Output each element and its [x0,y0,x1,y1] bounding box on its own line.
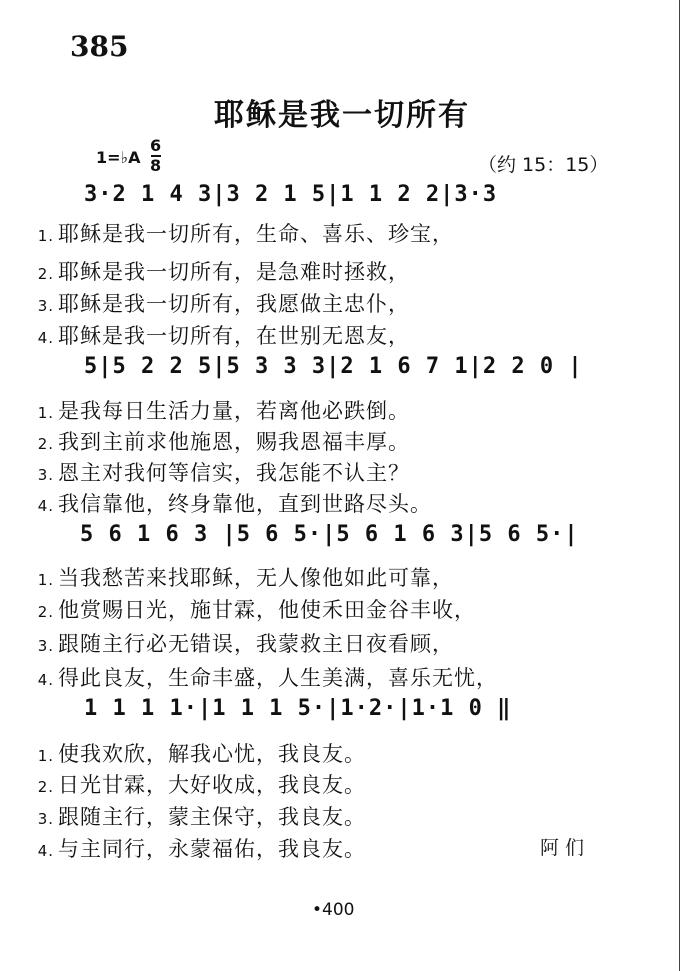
lyric-line [28,769,366,799]
lyric-line [28,320,410,350]
verse-number: 3. [37,466,54,484]
verse-number: 3. [37,637,54,655]
lyric-text: 与主同行，永蒙福佑，我良友。 [58,837,366,861]
lyric-text: 是我每日生活力量，若离他必跌倒。 [58,399,410,423]
lyric-text: 我到主前求他施恩，赐我恩福丰厚。 [58,430,410,454]
verse-number: 2. [37,778,54,796]
lyric-line [28,457,410,487]
lyric-line [28,562,454,592]
notation-line-1: 3·2 1 4 3|3 2 1 5|1 1 2 2|3·3 [84,182,498,207]
verse-number: 1. [37,227,54,245]
lyric-text: 日光甘霖，大好收成，我良友。 [58,773,366,797]
hymn-title: 耶稣是我一切所有 [214,98,470,133]
lyric-line [28,833,366,863]
amen-text: 阿们 [540,837,591,859]
lyric-line [28,628,454,658]
verse-number: 1. [37,571,54,589]
lyric-text: 跟随主行，蒙主保守，我良友。 [58,805,366,829]
page-number: •400 [312,900,355,920]
lyric-line [28,218,454,248]
lyric-text: 耶稣是我一切所有，是急难时拯救， [58,260,410,284]
notation-line-3: 5 6 1 6 3 |5 6 5·|5 6 1 6 3|5 6 5·| [80,522,579,547]
notation-line-4: 1 1 1 1·|1 1 1 5·|1·2·|1·1 0 ‖ [84,696,512,721]
verse-number: 4. [37,497,54,515]
lyric-line [28,288,410,318]
verse-number: 4. [37,842,54,860]
notation-line-2: 5|5 2 2 5|5 3 3 3|2 1 6 7 1|2 2 0 | [84,354,583,379]
lyric-line [28,738,366,768]
verse-number: 4. [37,671,54,689]
lyric-line [28,256,410,286]
hymn-number: 385 [70,30,129,63]
verse-number: 3. [37,297,54,315]
lyric-line [28,594,476,624]
verse-number: 2. [37,435,54,453]
meter-top: 6 [150,136,162,155]
lyric-text: 耶稣是我一切所有，生命、喜乐、珍宝， [58,222,454,246]
lyric-text: 恩主对我何等信实，我怎能不认主？ [58,461,410,485]
time-signature [150,138,161,174]
meter-bottom: 8 [150,156,162,175]
key-signature: 1=♭A [96,148,141,167]
lyric-text: 耶稣是我一切所有，我愿做主忠仆， [58,292,410,316]
page-edge-line [679,0,680,971]
verse-number: 3. [37,810,54,828]
lyric-text: 耶稣是我一切所有，在世别无恩友， [58,324,410,348]
lyric-line [28,488,432,518]
scripture-reference: （约 15：15） [478,154,609,176]
lyric-text: 使我欢欣，解我心忧，我良友。 [58,742,366,766]
verse-number: 2. [37,265,54,283]
lyric-text: 得此良友，生命丰盛，人生美满，喜乐无忧， [58,666,498,690]
lyric-line [28,801,366,831]
lyric-text: 他赏赐日光，施甘霖，他使禾田金谷丰收， [58,598,476,622]
lyric-line [28,395,410,425]
verse-number: 4. [37,329,54,347]
lyric-text: 当我愁苦来找耶稣，无人像他如此可靠， [58,566,454,590]
verse-number: 1. [37,747,54,765]
lyric-line [28,426,410,456]
lyric-text: 跟随主行必无错误，我蒙救主日夜看顾， [58,632,454,656]
verse-number: 2. [37,603,54,621]
verse-number: 1. [37,404,54,422]
lyric-line [28,662,498,692]
lyric-text: 我信靠他，终身靠他，直到世路尽头。 [58,492,432,516]
